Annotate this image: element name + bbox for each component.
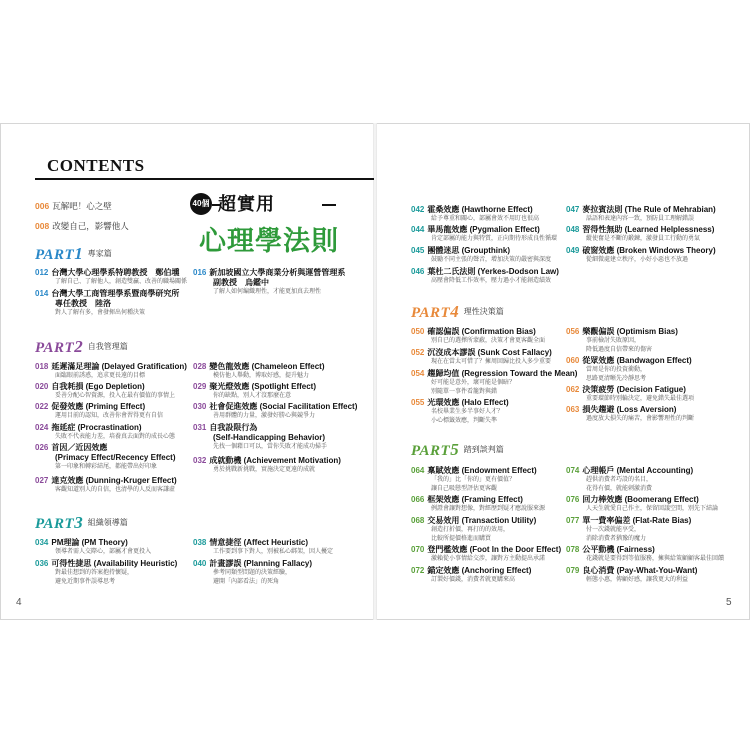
part-heading <box>35 513 128 533</box>
toc-entry <box>411 516 536 544</box>
page-title: CONTENTS <box>47 156 145 175</box>
entry-desc: 創造打折價，再打的的效用， <box>431 527 510 533</box>
entry-desc: 當周是你的投資衝動， <box>586 367 647 373</box>
entry-title: 拖延症 (Procrastination) <box>51 423 142 432</box>
entry-desc: 「我的」比「你的」更有價值？ <box>431 477 516 483</box>
count-badge: 40個 <box>190 193 212 215</box>
entry-title: 登門檻效應 (Foot In the Door Effect) <box>427 545 562 554</box>
entry-title-cont: (Primacy Effect/Recency Effect) <box>55 453 176 462</box>
entry-page: 032 <box>193 456 207 465</box>
entry-desc: 過度放大損失的痛苦，會影響理性的判斷 <box>586 416 695 422</box>
toc-entry <box>35 362 187 381</box>
entry-page: 036 <box>35 559 49 568</box>
toc-entry <box>35 382 175 401</box>
entry-title: 沉沒成本謬誤 (Sunk Cost Fallacy) <box>427 348 552 357</box>
entry-title: 葉杜二氏法則 (Yerkes-Dodson Law) <box>427 267 559 276</box>
entry-page: 068 <box>411 516 425 525</box>
part-heading <box>35 337 128 357</box>
entry-desc: 對最佳想到的答案抱持懷疑， <box>55 570 134 576</box>
entry-page: 049 <box>566 246 580 255</box>
banner-title: 心理學法則 <box>199 226 339 257</box>
intro-number: 008 <box>35 221 50 231</box>
entry-page: 055 <box>411 398 425 407</box>
entry-desc: 名校畢業生多半事好人才？ <box>431 409 504 415</box>
entry-desc: 工作要到事下對人，別被私心綁架，因人擾定 <box>213 549 334 555</box>
toc-entry <box>411 348 552 367</box>
entry-title: 心理帳戶 (Mental Accounting) <box>582 466 694 475</box>
entry-page: 030 <box>193 402 207 411</box>
toc-entry <box>35 423 175 442</box>
entry-page: 064 <box>411 466 425 475</box>
title-rule <box>35 178 374 180</box>
entry-desc-cont: 別隨單一事件看籠對與錯 <box>431 389 498 395</box>
entry-desc: 激賴從小事情給交涉，讓對方主動提出承諾 <box>431 556 546 562</box>
toc-entry <box>566 405 694 424</box>
part-number: 4 <box>450 302 459 321</box>
entry-title: 新加坡國立大學商業分析與運營管理系 <box>209 268 346 277</box>
entry-title: 延遲滿足理論 (Delayed Gratification) <box>51 362 187 371</box>
toc-entry <box>193 423 327 452</box>
toc-entry <box>411 225 557 244</box>
entry-page: 022 <box>35 402 49 411</box>
toc-entry <box>411 267 559 286</box>
toc-entry <box>193 362 324 381</box>
entry-page: 063 <box>566 405 580 414</box>
entry-page: 016 <box>193 268 207 277</box>
part-word: PART <box>35 516 75 532</box>
banner-rule-right <box>322 204 336 206</box>
entry-desc: 趕供消費者巧設的名目， <box>586 477 653 483</box>
toc-entry <box>35 289 179 318</box>
entry-title: 習得性無助 (Learned Helplessness) <box>582 225 715 234</box>
entry-title: 達克效應 (Dunning-Kruger Effect) <box>51 476 177 485</box>
entry-desc: 話語和表達內容一致，預防員工理解錯誤 <box>586 216 695 222</box>
entry-title: 台灣大學心理學系特聘教授 鄭伯壎 <box>51 268 180 277</box>
entry-page: 014 <box>35 289 49 298</box>
entry-page: 078 <box>566 545 580 554</box>
entry-desc: 從細微處建立秩序，小好小惡也不放過 <box>586 257 689 263</box>
entry-title: 確認偏誤 (Confirmation Bias) <box>427 327 536 336</box>
entry-page: 077 <box>566 516 580 525</box>
entry-desc-cont: 避免近期事件誤導思考 <box>55 579 116 585</box>
toc-entry <box>566 466 693 494</box>
entry-desc: 模仿他人舉動，博取好感，提升魅力 <box>213 373 310 379</box>
toc-entry <box>411 566 531 585</box>
entry-page: 079 <box>566 566 580 575</box>
entry-desc: 好可能是意外，壞可能是個暗？ <box>431 380 516 386</box>
part-number: 3 <box>74 513 83 532</box>
entry-desc: 鼓勵不同主張的聲音，增加決策的嚴密與深度 <box>431 257 552 263</box>
entry-page: 056 <box>566 327 580 336</box>
entry-desc-cont: 思路更清晰先冷靜思考 <box>586 376 647 382</box>
part-heading <box>411 440 504 460</box>
entry-page: 045 <box>411 246 425 255</box>
part-number: 5 <box>450 440 459 459</box>
entry-title: 情意捷徑 (Affect Heuristic) <box>209 538 309 547</box>
entry-desc: 現在在當太可惜了？擁周回歸比投入多少重要 <box>431 359 552 365</box>
toc-entry <box>411 545 561 564</box>
entry-desc: 了解自己、了解他人，創造雙贏、改善的職場關係 <box>55 279 188 285</box>
intro-item <box>35 200 112 212</box>
entry-title: 畢馬龍效應 (Pygmalion Effect) <box>427 225 540 234</box>
intro-label: 改變自己，影響他人 <box>52 221 129 231</box>
entry-page: 018 <box>35 362 49 371</box>
intro-label: 瓦解吧！心之壁 <box>52 201 112 211</box>
entry-title: 霍桑效應 (Hawthorne Effect) <box>427 205 533 214</box>
entry-title: 光環效應 (Halo Effect) <box>427 398 509 407</box>
entry-page: 026 <box>35 443 49 452</box>
entry-page: 062 <box>566 385 580 394</box>
part-title: 自我管理篇 <box>87 342 128 351</box>
entry-page: 066 <box>411 495 425 504</box>
part-title: 專家篇 <box>87 249 112 258</box>
entry-title-cont: 專任教授 陸洛 <box>55 299 111 308</box>
toc-entry <box>566 225 714 244</box>
banner-subtitle: 超實用 <box>218 194 275 215</box>
entry-desc: 付一次錢就能享受， <box>586 527 641 533</box>
entry-title: 單一費率偏差 (Flat-Rate Bias) <box>582 516 692 525</box>
entry-page: 040 <box>193 559 207 568</box>
entry-title: 台灣大學工商管理學系暨商學研究所 <box>51 289 180 298</box>
entry-desc: 事前檢討失敗原因， <box>586 338 641 344</box>
entry-page: 072 <box>411 566 425 575</box>
entry-desc: 高壓會降低工作效率，壓力過小才能創造績效 <box>431 278 552 284</box>
toc-entry <box>566 545 724 564</box>
part-title: 理性決策篇 <box>463 307 504 316</box>
entry-title: 自我設限行為 <box>209 423 258 432</box>
entry-title: 錨定效應 (Anchoring Effect) <box>427 566 532 575</box>
entry-title: 成就動機 (Achievement Motivation) <box>209 456 341 465</box>
toc-entry <box>193 559 312 587</box>
entry-desc-cont: 花得有價，就能刺激消費 <box>586 486 653 492</box>
entry-desc: 訂製好價錢，消費者就更購來高 <box>431 577 516 583</box>
entry-title: 良心消費 (Pay-What-You-Want) <box>582 566 698 575</box>
toc-entry <box>566 516 691 544</box>
entry-desc: 先找一個藉口可以，當你失敗才能成功掃手 <box>213 444 328 450</box>
toc-entry <box>35 402 163 421</box>
page-number-left: 4 <box>16 597 22 608</box>
entry-title: 回力棒效應 (Boomerang Effect) <box>582 495 699 504</box>
entry-desc: 善用群體的力量，激發好勝心與競爭力 <box>213 413 316 419</box>
entry-desc: 面臨眼前誘惑，追求更長遠的目標 <box>55 373 146 379</box>
toc-entry <box>35 538 151 557</box>
toc-entry <box>193 382 316 401</box>
toc-entry <box>411 398 509 426</box>
part-title: 組織領導篇 <box>87 518 128 527</box>
entry-title: 首因／近因效應 <box>51 443 108 452</box>
entry-page: 048 <box>566 225 580 234</box>
entry-desc: 給予尊重和關心，部屬會效不用盯也很高 <box>431 216 540 222</box>
toc-entry <box>566 327 678 355</box>
entry-title: 從眾效應 (Bandwagon Effect) <box>582 356 692 365</box>
entry-desc: 花錢就是要得到等值服務，擁與給策顧顧客最佳回饋 <box>586 556 725 562</box>
part-number: 1 <box>74 244 83 263</box>
entry-desc-cont: 避開「內部看法」的死角 <box>213 579 280 585</box>
entry-desc: 對人了解有多，會發揮出何種決策 <box>55 310 146 316</box>
toc-entry <box>35 443 176 472</box>
entry-desc: 領導者需人交際心，部屬才會更投入 <box>55 549 152 555</box>
entry-desc-cont: 消除消費者猶豫的魔力 <box>586 536 647 542</box>
entry-page: 028 <box>193 362 207 371</box>
toc-entry <box>35 559 177 587</box>
entry-desc: 運用目前的認知，改善你會習得更有自信 <box>55 413 164 419</box>
entry-page: 038 <box>193 538 207 547</box>
entry-desc: 縱使奮是不斷的鍛鍊，激發員工行動的勇氣 <box>586 236 701 242</box>
entry-page: 042 <box>411 205 425 214</box>
toc-entry <box>566 566 697 585</box>
entry-desc: 例證會讓對想像，對經歷到疑才應說服來源 <box>431 506 546 512</box>
entry-title: 趨歸均值 (Regression Toward the Mean) <box>427 369 578 378</box>
entry-desc: 妥善分配心智資源，投入在最有價值的事情上 <box>55 393 176 399</box>
toc-entry <box>193 456 341 475</box>
entry-page: 044 <box>411 225 425 234</box>
entry-title-cont: 副教授 烏鑑中 <box>213 278 269 287</box>
toc-entry <box>411 327 545 346</box>
toc-entry <box>193 538 333 557</box>
toc-entry <box>566 205 716 224</box>
entry-page: 020 <box>35 382 49 391</box>
entry-desc: 重要環節時別輪決定，避免錯失最佳選項 <box>586 396 695 402</box>
book-gutter <box>373 123 377 620</box>
entry-page: 054 <box>411 369 425 378</box>
entry-desc-cont: 比較所提價格進而購買 <box>431 536 492 542</box>
entry-title: 決策疲勞 (Decision Fatigue) <box>582 385 686 394</box>
intro-item <box>35 220 129 232</box>
entry-title: 破窗效應 (Broken Windows Theory) <box>582 246 716 255</box>
entry-title: 促發效應 (Priming Effect) <box>51 402 146 411</box>
entry-desc: 你的缺點，別人才沒那麼在意 <box>213 393 292 399</box>
entry-desc-cont: 讓自己吸戀型評估更客觀 <box>431 486 498 492</box>
entry-desc: 失敗不代表能力差，培養真去面對的成長心態 <box>55 434 176 440</box>
entry-page: 027 <box>35 476 49 485</box>
entry-page: 031 <box>193 423 207 432</box>
toc-entry <box>193 268 345 297</box>
toc-entry <box>566 495 718 514</box>
toc-entry <box>411 369 580 397</box>
entry-desc: 了解人如何編織理性，才能更加真去理性 <box>213 289 322 295</box>
entry-page: 029 <box>193 382 207 391</box>
entry-page: 012 <box>35 268 49 277</box>
toc-entry <box>411 246 551 265</box>
entry-title: 交易效用 (Transaction Utility) <box>427 516 537 525</box>
toc-entry <box>35 268 187 287</box>
entry-desc-cont: 降低過度自信帶來的傷害 <box>586 347 653 353</box>
entry-desc: 第一印象和轉彩結尾，都能帶出好印象 <box>55 464 158 470</box>
entry-page: 050 <box>411 327 425 336</box>
entry-page: 070 <box>411 545 425 554</box>
part-word: PART <box>35 340 75 356</box>
entry-page: 074 <box>566 466 580 475</box>
entry-desc: 人天生就愛自己作主，保留回議空間，別先下結論 <box>586 506 719 512</box>
part-word: PART <box>35 247 75 263</box>
part-word: PART <box>411 305 451 321</box>
entry-title: 自我耗損 (Ego Depletion) <box>51 382 145 391</box>
entry-title: 聚光燈效應 (Spotlight Effect) <box>209 382 317 391</box>
toc-entry <box>411 205 539 224</box>
intro-number: 006 <box>35 201 50 211</box>
entry-page: 076 <box>566 495 580 504</box>
page-number-right: 5 <box>726 597 732 608</box>
part-title: 踏到談判篇 <box>463 445 504 454</box>
entry-desc-cont: 小心標籤效應，判斷失準 <box>431 418 498 424</box>
part-heading <box>35 244 112 264</box>
toc-entry <box>566 356 692 384</box>
entry-page: 060 <box>566 356 580 365</box>
entry-page: 047 <box>566 205 580 214</box>
toc-entry <box>566 246 716 265</box>
entry-title: 框架效應 (Framing Effect) <box>427 495 523 504</box>
part-number: 2 <box>74 337 83 356</box>
toc-entry <box>411 495 545 514</box>
entry-page: 046 <box>411 267 425 276</box>
entry-title: 變色龍效應 (Chameleon Effect) <box>209 362 325 371</box>
entry-title-cont: (Self-Handicapping Behavior) <box>213 433 326 442</box>
entry-title: 社會促進效應 (Social Facilitation Effect) <box>209 402 358 411</box>
entry-title: 損失趨避 (Loss Aversion) <box>582 405 677 414</box>
entry-title: 計畫謬誤 (Planning Fallacy) <box>209 559 313 568</box>
entry-desc: 輕態小惠，傳顧好感，讓我更大的利益 <box>586 577 689 583</box>
entry-desc: 肯定部屬的能力與特質，正向期待形成良性循環 <box>431 236 558 242</box>
entry-title: 公平動機 (Fairness) <box>582 545 655 554</box>
part-heading <box>411 302 504 322</box>
toc-entry <box>411 466 537 494</box>
entry-desc: 勇於挑戰新挑戰，實施決定更遠的成就 <box>213 467 316 473</box>
entry-desc: 參考同類型問題的決策經驗， <box>213 570 292 576</box>
entry-title: PM理論 (PM Theory) <box>51 538 128 547</box>
entry-title: 可得性捷思 (Availability Heuristic) <box>51 559 178 568</box>
entry-desc: 客觀知道別人的自信，也清學的人反而客謙虛 <box>55 487 176 493</box>
toc-entry <box>193 402 357 421</box>
toc-entry <box>566 385 694 404</box>
toc-entry <box>35 476 177 495</box>
part-word: PART <box>411 443 451 459</box>
entry-title: 麥拉賓法則 (The Rule of Mehrabian) <box>582 205 716 214</box>
entry-page: 024 <box>35 423 49 432</box>
entry-desc: 別自已的選擇所蒙蔽，決策才會更客觀全面 <box>431 338 546 344</box>
entry-title: 團體迷思 (Groupthink) <box>427 246 511 255</box>
entry-page: 034 <box>35 538 49 547</box>
entry-title: 樂觀偏誤 (Optimism Bias) <box>582 327 678 336</box>
entry-page: 052 <box>411 348 425 357</box>
entry-title: 稟賦效應 (Endowment Effect) <box>427 466 537 475</box>
